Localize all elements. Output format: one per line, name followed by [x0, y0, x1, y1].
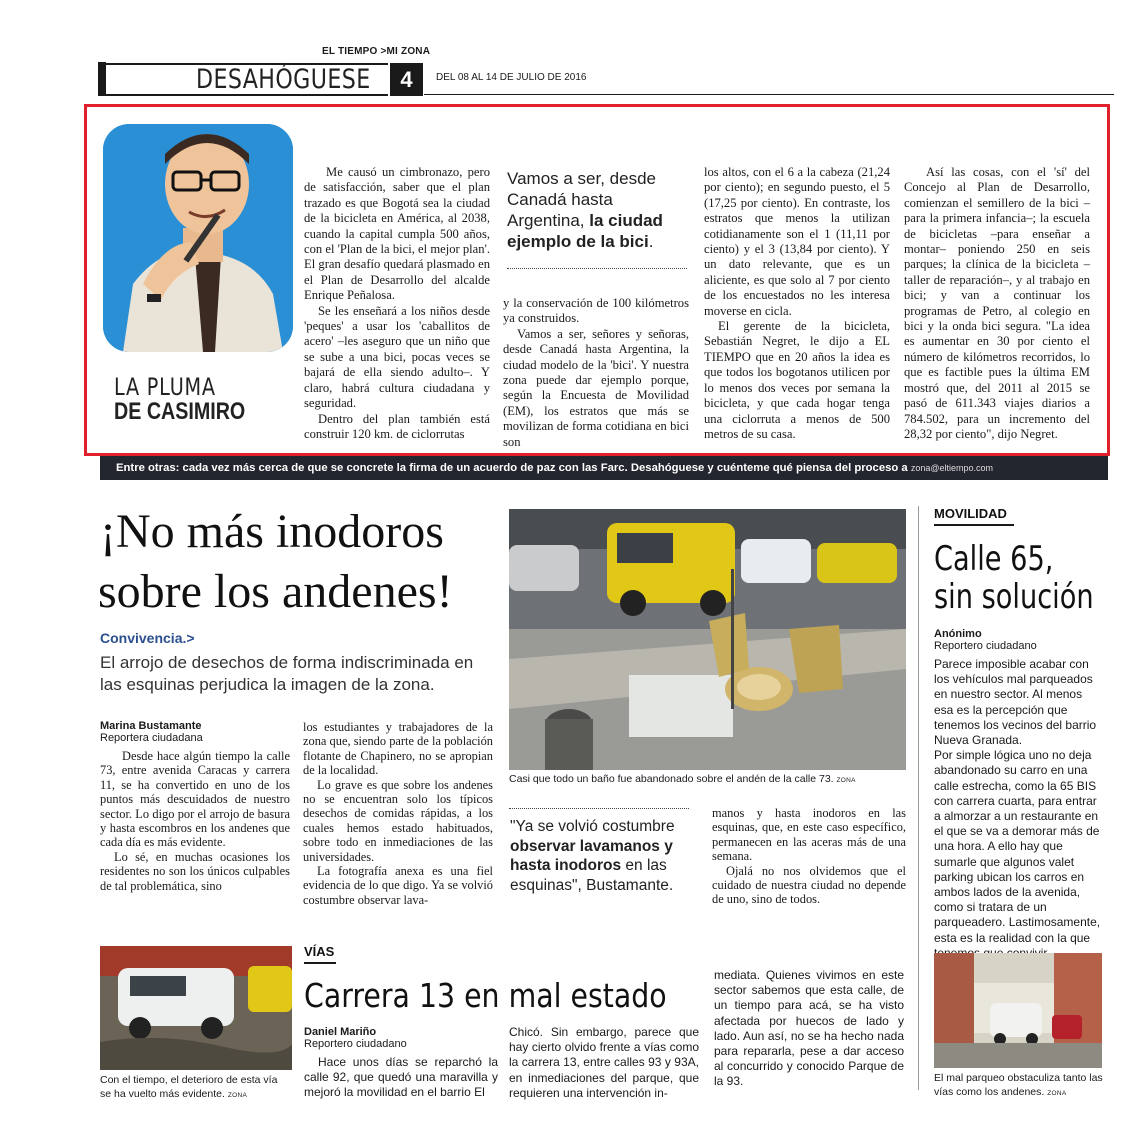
paragraph: Así las cosas, con el 'sí' del Concejo al Plan de Desarrollo, comienzan el semillero de la bici –para la primera infancia–; la escuela de bicicletas –para enseñar a montar– poniendo 250 en seis parques; la clínica de la bicicleta –taller de reparación–, y al trabajo en bici; y van a continuar los programas de Petro, al colegio en bici y la onda bici segura. "La idea es aumentar en 30 por ciento el número de kilómetros recorridos, lo que es factible pues la última EM mostró que, del 2011 al 2015 se pasó de 611.343 viajes diarios a 784.502, para un incremento del 28,32 por ciento", dijo Negret. [904, 165, 1090, 441]
caption-text: Con el tiempo, el deterioro de esta vía se ha vuelto más evidente. [100, 1074, 278, 1100]
pullquote-bold: la ciudad ejemplo de la bici [507, 211, 663, 251]
damaged-road-photo [100, 946, 292, 1070]
vias-text-col3 [714, 968, 904, 1090]
paragraph: La fotografía anexa es una fiel evidencia de lo que digo. Ya se volvió costumbre observar lava- [303, 864, 493, 907]
damaged-road-caption [100, 1073, 280, 1103]
column-text-col3 [704, 165, 890, 442]
article-pullquote [510, 817, 692, 895]
abandoned-toilet-photo [509, 509, 906, 770]
article-text-col1 [100, 749, 290, 893]
parked-cars-illustration [934, 953, 1102, 1068]
movilidad-headline-line2: sin solución [934, 577, 1094, 617]
paragraph: Desde hace algún tiempo la calle 73, entre avenida Caracas y carrera 11, se ha convertido en uno de los puntos más descuidados de nuestro sector. Lo digo por el arrojo de basura y hasta escombros en los andenes que cada día es más evidente. [100, 749, 290, 850]
paragraph: Se les enseñará a los niños desde 'peques' a usar los 'caballitos de acero' –les aseguro que un niño que se sube a una bici, pocas veces se bajará de ella siendo adulto–. Y claro, habrá cultura ciudadana y seguridad. [304, 303, 490, 411]
paragraph: Vamos a ser, señores y señoras, desde Canadá hasta Argentina, la ciudad modelo de la 'bici'. Y nuestra zona puede dar ejemplo porque, según la Encuesta de Movilidad (EM), los estratos que más se movilizan de forma cotidiana en bici son [503, 326, 689, 449]
column-text-col4 [904, 165, 1090, 442]
movilidad-headline-line1: Calle 65, [934, 539, 1054, 579]
author-role: Reportero ciudadano [304, 1038, 407, 1050]
paragraph: mediata. Quienes vivimos en este sector sabemos que esta calle, de un tiempo para acá, se ha visto afectada por huecos de lado y lado. Aun así, no se ha hecho nada para repararla, pese a dar acceso al concurrido y conocido Parque de la 93. [714, 968, 904, 1089]
column-text-col1 [304, 165, 490, 442]
paragraph: Lo grave es que sobre los andenes no se encuentran solo los típicos desechos de comidas rápidas, a los cuales hemos estado habituados, sobre todo en inmediaciones de las universidades. [303, 777, 493, 864]
call-to-action-banner [100, 456, 1108, 480]
photo-credit: ZONA [1047, 1090, 1067, 1097]
article-text-col2 [303, 720, 493, 907]
column-title-name: CASIMIRO [146, 398, 246, 425]
column-title-line2 [114, 398, 245, 426]
main-photo-caption [509, 772, 906, 788]
sidebar-divider [918, 506, 919, 1090]
movilidad-text [934, 657, 1102, 961]
banner-email[interactable]: zona@eltiempo.com [910, 463, 994, 473]
vias-text-col2 [509, 1025, 699, 1101]
pullquote-text: Vamos a ser, desde Canadá hasta Argentina, [507, 169, 656, 230]
columnist-portrait [103, 124, 293, 352]
vias-section-label: VÍAS [304, 944, 335, 959]
author-name: Anónimo [934, 628, 982, 640]
paragraph: Hace unos días se reparchó la calle 92, que quedó una maravilla y mejoró la movilidad en el barrio El [304, 1055, 498, 1100]
author-name: Marina Bustamante [100, 720, 202, 732]
paragraph: Parece imposible acabar con los vehículos mal parqueados en nuestro sector. Al menos esa es la percepción que tenemos los vecinos del barrio Nueva Granada. [934, 657, 1097, 748]
page-number: 4 [390, 63, 423, 96]
movilidad-byline [934, 628, 1037, 652]
banner-text: Entre otras: cada vez más cerca de que se concrete la firma de un acuerdo de paz con las Farc. Desahóguese y cuénteme qué piensa del proceso a [116, 462, 911, 474]
article-headline-line2: sobre los andenes! [98, 565, 453, 618]
photo-credit: ZONA [227, 1092, 248, 1099]
author-role: Reportera ciudadana [100, 732, 203, 744]
section-title: DESAHÓGUESE [196, 64, 371, 95]
columnist-illustration [103, 124, 293, 352]
parked-cars-caption [934, 1071, 1106, 1101]
paragraph: y la conservación de 100 kilómetros ya construidos. [503, 296, 689, 326]
column-text-col2 [503, 296, 689, 450]
paragraph: los altos, con el 6 a la cabeza (21,24 por ciento); en segundo puesto, el 5 (17,25 por ciento). En contraste, los estratos que menos la utilizan cotidianamente son el 1 (11,11 por ciento) y el 3 (13,84 por ciento). Y un dato relevante, que es un aliciente, es que solo al 7 por ciento de los encuestados no les interesa moverse en cicla. [704, 165, 890, 318]
quote-bold: observar lavamanos y hasta inodoros [510, 837, 673, 874]
column-pullquote [507, 168, 687, 252]
movilidad-section-label: MOVILIDAD [934, 506, 1007, 521]
paragraph: Chicó. Sin embargo, parece que hay cierto olvido frente a vías como la carrera 13, entre calles 93 y 93A, en inmediaciones del parque, que requieren una intervención in- [509, 1025, 699, 1100]
vias-text-col1 [304, 1055, 498, 1101]
column-title-line1: LA PLUMA [114, 373, 216, 401]
quote-divider-top [509, 808, 689, 809]
issue-date: DEL 08 AL 14 DE JULIO DE 2016 [436, 72, 587, 83]
paragraph: Por simple lógica uno no deja abandonado su carro en una calle estrecha, como la 65 BIS con carrera cuarta, para entrar a almorzar a un restaurante en el que se va a demorar más de una hora. A ello hay que sumarle que algunos valet parking ubican los carros en ambos lados de la avenida, como si tratara de un parqueadero. Lastimosamente, esta es la realidad con la que [934, 748, 1101, 945]
header-long-rule [424, 94, 1114, 95]
quote-open: "Ya se volvió costumbre [510, 818, 675, 835]
vias-byline [304, 1026, 407, 1050]
article-deck: El arrojo de desechos de forma indiscriminada en las esquinas perjudica la imagen de la zona. [100, 653, 474, 694]
street-scene-illustration [509, 509, 906, 770]
paragraph: El gerente de la bicicleta, Sebastián Negret, le dijo a EL TIEMPO que en 20 años la idea es que todos los bogotanos utilicen por lo menos dos veces por semana la bicicleta, y que cada hogar tenga una ciclorruta a menos de 500 metros de su casa. [704, 319, 890, 441]
article-kicker: Convivencia.> [100, 630, 195, 646]
vias-headline: Carrera 13 en mal estado [304, 976, 667, 1015]
article-headline-line1: ¡No más inodoros [100, 505, 444, 558]
movilidad-label-underline [934, 524, 1014, 526]
article-byline [100, 720, 203, 744]
parked-cars-photo [934, 953, 1102, 1068]
section-kicker: EL TIEMPO >MI ZONA [322, 46, 431, 57]
paragraph: manos y hasta inodoros en las esquinas, que, en este caso específico, permanecen en las aceras más de una semana. [712, 806, 906, 864]
pullquote-divider [507, 268, 687, 269]
paragraph: Ojalá no nos olvidemos que el cuidado de nuestra ciudad no depende de uno, sino de todos. [712, 863, 906, 907]
vias-label-underline [304, 962, 336, 964]
paragraph: Dentro del plan también está construir 120 km. de ciclorrutas [304, 411, 490, 441]
photo-credit: ZONA [836, 777, 856, 784]
pullquote-end: . [648, 232, 654, 251]
paragraph: Lo sé, en muchas ocasiones los residentes no son los únicos culpables de tal problemática, sino [100, 849, 290, 893]
author-role: Reportero ciudadano [934, 640, 1037, 652]
damaged-road-illustration [100, 946, 292, 1070]
quote-end: en las esquinas", Bustamante. [510, 857, 674, 894]
column-title-de: DE [114, 398, 147, 425]
article-text-col3 [712, 806, 906, 907]
caption-text: Casi que todo un baño fue abandonado sobre el andén de la calle 73. [509, 773, 834, 785]
paragraph: los estudiantes y trabajadores de la zona que, siendo parte de la población flotante de Chapinero, no se apropian de la localidad. [303, 720, 493, 778]
author-name: Daniel Mariño [304, 1026, 377, 1038]
header-left-tab [98, 62, 106, 96]
paragraph: Me causó un cimbronazo, pero de satisfacción, saber que el plan trazado es que Bogotá sea la ciudad de la bicicleta en América, al 2038, cuando la capital cumpla 500 años, con el 'Plan de la bici, el mejor plan'. El gran desafío quedará plasmado en el Plan de Desarrollo del alcalde Enrique Peñalosa. [304, 165, 490, 303]
caption-text: El mal parqueo obstaculiza tanto las vías como los andenes. [934, 1072, 1103, 1098]
